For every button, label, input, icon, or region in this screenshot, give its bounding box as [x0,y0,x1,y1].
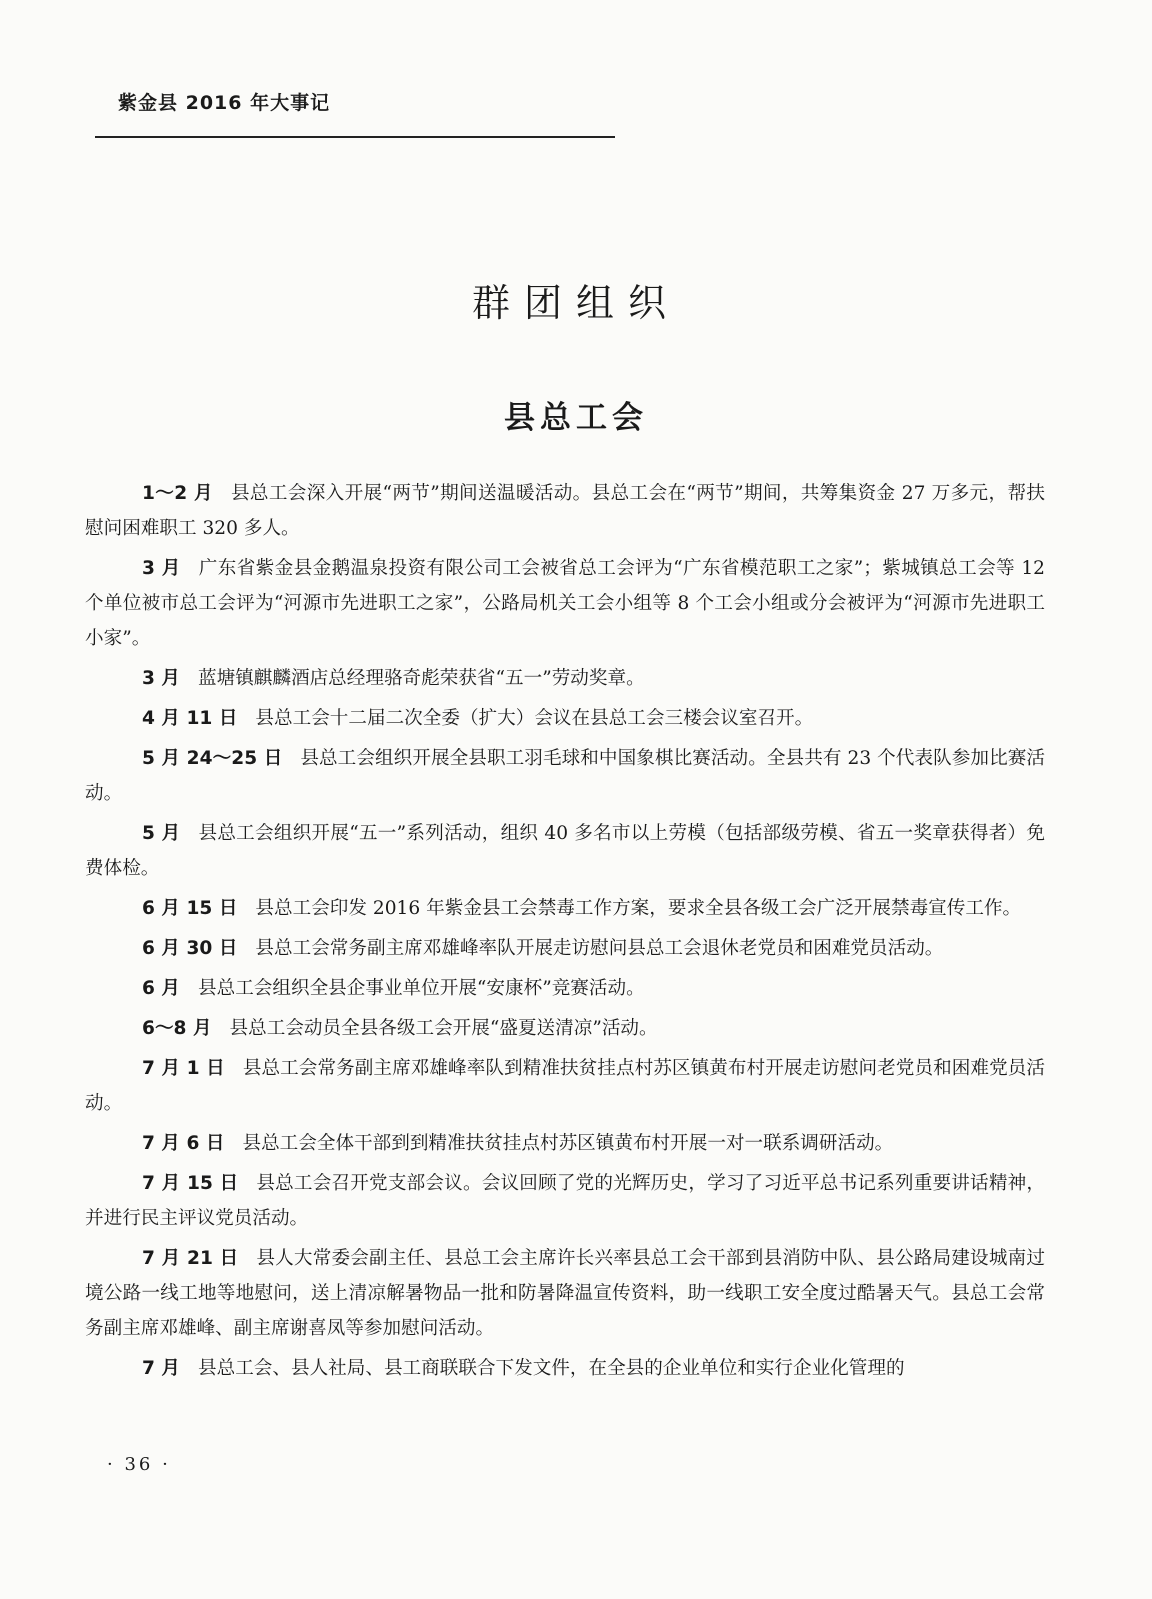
entry-paragraph [85,1126,1045,1161]
entry-paragraph [85,1166,1045,1236]
entry-paragraph [85,931,1045,966]
entry-date: 5 月 [142,823,181,844]
entry-date: 6 月 15 日 [142,898,238,919]
entry-date: 3 月 [142,668,181,689]
entry-paragraph [85,476,1045,546]
entry-date: 6～8 月 [142,1018,212,1039]
entry-paragraph [85,971,1045,1006]
entry-date: 7 月 21 日 [142,1248,239,1269]
entry-text: 蓝塘镇麒麟酒店总经理骆奇彪荣获省“五一”劳动奖章。 [198,668,645,689]
entry-paragraph [85,816,1045,886]
entry-date: 1～2 月 [142,483,213,504]
header-rule [95,136,615,138]
subsection-title: 县总工会 [504,400,648,436]
entry-text: 县总工会十二届二次全委（扩大）会议在县总工会三楼会议室召开。 [255,708,814,729]
entry-paragraph [85,661,1045,696]
entry-text: 县总工会组织开展“五一”系列活动，组织 40 多名市以上劳模（包括部级劳模、省五一奖章获得者）免费体检。 [85,823,1045,879]
entry-date: 7 月 1 日 [142,1058,225,1079]
entry-text: 县总工会组织全县企事业单位开展“安康杯”竞赛活动。 [198,978,645,999]
entry-date: 7 月 6 日 [142,1133,225,1154]
entry-paragraph [85,891,1045,926]
entry-text: 县总工会常务副主席邓雄峰率队到精准扶贫挂点村苏区镇黄布村开展走访慰问老党员和困难党员活动。 [85,1058,1045,1114]
entry-date: 4 月 11 日 [142,708,238,729]
entry-date: 5 月 24～25 日 [142,748,283,769]
entry-paragraph [85,551,1045,656]
entry-text: 县总工会、县人社局、县工商联联合下发文件，在全县的企业单位和实行企业化管理的 [198,1358,905,1379]
entry-date: 7 月 [142,1358,181,1379]
entry-date: 3 月 [142,558,181,579]
entry-paragraph [85,1241,1045,1346]
entry-text: 县总工会印发 2016 年紫金县工会禁毒工作方案，要求全县各级工会广泛开展禁毒宣传工作。 [255,898,1022,919]
entry-text: 县总工会全体干部到到精准扶贫挂点村苏区镇黄布村开展一对一联系调研活动。 [242,1133,894,1154]
entry-text: 县总工会常务副主席邓雄峰率队开展走访慰问县总工会退休老党员和困难党员活动。 [255,938,944,959]
page-number: · 36 · [107,1454,171,1475]
entry-text: 县总工会组织开展全县职工羽毛球和中国象棋比赛活动。全县共有 23 个代表队参加比赛活动。 [85,748,1046,804]
entry-text: 县人大常委会副主任、县总工会主席许长兴率县总工会干部到县消防中队、县公路局建设城南过境公路一线工地等地慰问，送上清凉解暑物品一批和防暑降温宣传资料，助一线职工安全度过酷暑天气。县总工会常务副主席邓雄峰、副主席谢喜凤等参加慰问活动。 [85,1248,1045,1339]
entry-paragraph [85,701,1045,736]
entry-date: 6 月 [142,978,181,999]
entry-paragraph [85,1051,1045,1121]
entry-paragraph [85,1011,1045,1046]
entry-date: 6 月 30 日 [142,938,238,959]
section-title: 群团组织 [471,281,680,325]
entry-text: 县总工会召开党支部会议。会议回顾了党的光辉历史，学习了习近平总书记系列重要讲话精神，并进行民主评议党员活动。 [85,1173,1045,1229]
entry-paragraph [85,1351,1045,1386]
entry-date: 7 月 15 日 [142,1173,239,1194]
entry-text: 县总工会动员全县各级工会开展“盛夏送清凉”活动。 [229,1018,658,1039]
entry-text: 县总工会深入开展“两节”期间送温暖活动。县总工会在“两节”期间，共筹集资金 27 万多元，帮扶慰问困难职工 320 多人。 [85,483,1045,539]
entry-text: 广东省紫金县金鹅温泉投资有限公司工会被省总工会评为“广东省模范职工之家”；紫城镇总工会等 12 个单位被市总工会评为“河源市先进职工之家”，公路局机关工会小组等 8 个工会小组或分会被评为“河源市先进职工小家”。 [85,558,1045,649]
entry-paragraph [85,741,1045,811]
running-head: 紫金县 2016 年大事记 [118,92,331,114]
entries-list [85,476,1045,1391]
